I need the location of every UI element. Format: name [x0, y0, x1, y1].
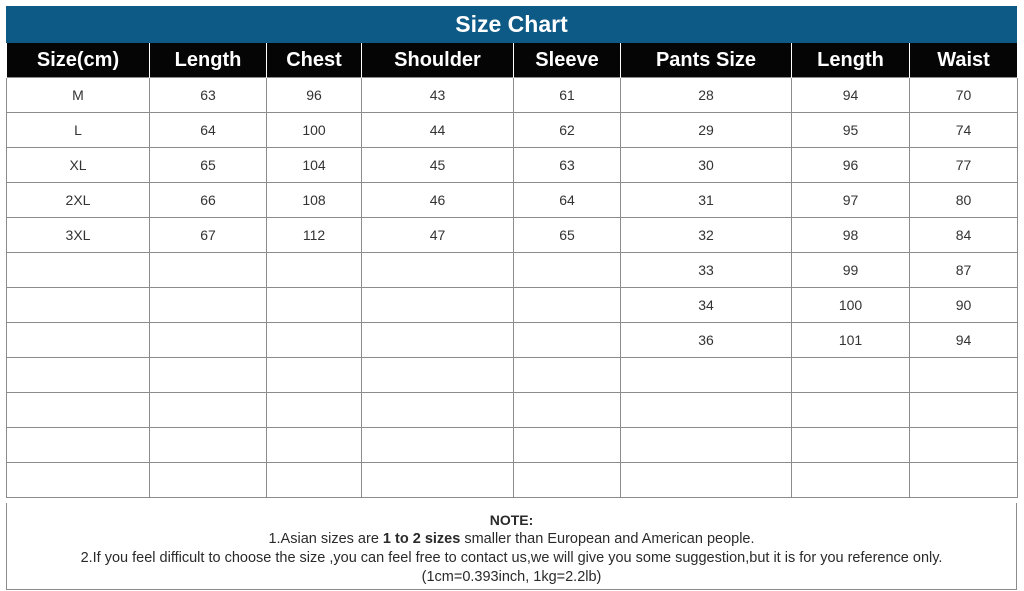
table-cell — [362, 253, 514, 288]
size-chart — [6, 6, 1017, 591]
table-cell: 96 — [792, 148, 910, 183]
table-cell — [621, 358, 792, 393]
chart-title: Size Chart — [6, 6, 1017, 43]
column-header: Waist — [910, 43, 1018, 78]
table-cell: 44 — [362, 113, 514, 148]
column-header: Shoulder — [362, 43, 514, 78]
table-cell — [150, 463, 267, 498]
table-cell — [150, 358, 267, 393]
table-body — [7, 78, 1018, 498]
table-cell: 63 — [514, 148, 621, 183]
table-cell: 30 — [621, 148, 792, 183]
table-cell: 100 — [792, 288, 910, 323]
table-cell: 2XL — [7, 183, 150, 218]
table-cell — [150, 393, 267, 428]
table-cell: 112 — [267, 218, 362, 253]
table-row — [7, 463, 1018, 498]
table-cell — [7, 428, 150, 463]
table-cell: 84 — [910, 218, 1018, 253]
table-cell — [362, 323, 514, 358]
table-cell — [267, 323, 362, 358]
table-row — [7, 323, 1018, 358]
table-cell — [621, 463, 792, 498]
table-cell: 108 — [267, 183, 362, 218]
table-cell — [267, 428, 362, 463]
table-cell — [621, 428, 792, 463]
table-cell: 77 — [910, 148, 1018, 183]
note-line-1-post: smaller than European and American people. — [460, 531, 755, 547]
table-cell — [910, 463, 1018, 498]
table-cell — [362, 428, 514, 463]
table-cell — [362, 463, 514, 498]
table-row — [7, 288, 1018, 323]
table-cell — [362, 288, 514, 323]
table-row — [7, 358, 1018, 393]
table-cell: 63 — [150, 78, 267, 113]
table-cell: 97 — [792, 183, 910, 218]
table-cell — [150, 323, 267, 358]
column-header: Size(cm) — [7, 43, 150, 78]
table-cell: 61 — [514, 78, 621, 113]
table-cell: 98 — [792, 218, 910, 253]
header-row — [7, 43, 1018, 78]
table-cell — [150, 428, 267, 463]
note-line-3: (1cm=0.393inch, 1kg=2.2lb) — [421, 569, 602, 585]
table-cell — [267, 358, 362, 393]
column-header: Length — [150, 43, 267, 78]
column-header: Chest — [267, 43, 362, 78]
table-cell: 94 — [910, 323, 1018, 358]
table-cell — [362, 393, 514, 428]
table-cell — [621, 393, 792, 428]
table-cell: 99 — [792, 253, 910, 288]
table-cell: 45 — [362, 148, 514, 183]
table-cell — [910, 393, 1018, 428]
column-header: Sleeve — [514, 43, 621, 78]
table-cell — [514, 463, 621, 498]
table-cell — [514, 428, 621, 463]
table-cell: 65 — [150, 148, 267, 183]
table-cell — [267, 393, 362, 428]
table-cell — [514, 323, 621, 358]
table-cell: 87 — [910, 253, 1018, 288]
table-cell: 62 — [514, 113, 621, 148]
table-cell: 28 — [621, 78, 792, 113]
table-cell: 3XL — [7, 218, 150, 253]
table-cell: XL — [7, 148, 150, 183]
table-cell: 74 — [910, 113, 1018, 148]
table-cell: 29 — [621, 113, 792, 148]
table-cell: 100 — [267, 113, 362, 148]
table-cell — [150, 288, 267, 323]
table-cell — [7, 323, 150, 358]
table-cell — [267, 463, 362, 498]
table-cell — [910, 358, 1018, 393]
note-box — [6, 503, 1017, 590]
table-cell: 70 — [910, 78, 1018, 113]
note-line-1 — [7, 530, 1016, 549]
table-cell — [7, 288, 150, 323]
table-cell: 32 — [621, 218, 792, 253]
table-cell — [910, 428, 1018, 463]
table-cell: 67 — [150, 218, 267, 253]
table-row — [7, 183, 1018, 218]
table-cell — [514, 288, 621, 323]
note-line-1-bold: 1 to 2 sizes — [382, 531, 461, 547]
table-cell: 33 — [621, 253, 792, 288]
table-cell — [514, 358, 621, 393]
size-table — [6, 43, 1018, 498]
table-cell: 34 — [621, 288, 792, 323]
table-cell — [792, 358, 910, 393]
column-header: Length — [792, 43, 910, 78]
table-cell: 64 — [150, 113, 267, 148]
table-row — [7, 393, 1018, 428]
table-cell: 94 — [792, 78, 910, 113]
table-cell — [7, 358, 150, 393]
table-cell: 46 — [362, 183, 514, 218]
column-header: Pants Size — [621, 43, 792, 78]
table-cell: 36 — [621, 323, 792, 358]
table-cell — [7, 463, 150, 498]
table-cell — [514, 253, 621, 288]
table-cell: 96 — [267, 78, 362, 113]
table-cell — [792, 428, 910, 463]
table-cell: 31 — [621, 183, 792, 218]
table-cell: M — [7, 78, 150, 113]
table-cell: L — [7, 113, 150, 148]
table-cell: 66 — [150, 183, 267, 218]
table-cell: 47 — [362, 218, 514, 253]
table-cell — [792, 463, 910, 498]
table-cell — [150, 253, 267, 288]
table-cell: 64 — [514, 183, 621, 218]
table-cell — [362, 358, 514, 393]
note-title: NOTE: — [489, 512, 534, 528]
table-row — [7, 113, 1018, 148]
table-cell: 101 — [792, 323, 910, 358]
table-row — [7, 218, 1018, 253]
note-line-2: 2.If you feel difficult to choose the size ,you can feel free to contact us,we will give you some suggestion,but it is for you reference only. — [80, 550, 943, 566]
table-row — [7, 148, 1018, 183]
table-cell — [792, 393, 910, 428]
table-cell: 43 — [362, 78, 514, 113]
table-row — [7, 253, 1018, 288]
table-cell — [7, 253, 150, 288]
note-line-1-pre: 1.Asian sizes are — [268, 531, 383, 547]
table-cell: 104 — [267, 148, 362, 183]
table-cell: 90 — [910, 288, 1018, 323]
table-row — [7, 78, 1018, 113]
table-cell — [7, 393, 150, 428]
table-cell: 65 — [514, 218, 621, 253]
table-cell — [267, 253, 362, 288]
table-cell: 80 — [910, 183, 1018, 218]
table-row — [7, 428, 1018, 463]
table-cell: 95 — [792, 113, 910, 148]
table-cell — [514, 393, 621, 428]
table-cell — [267, 288, 362, 323]
